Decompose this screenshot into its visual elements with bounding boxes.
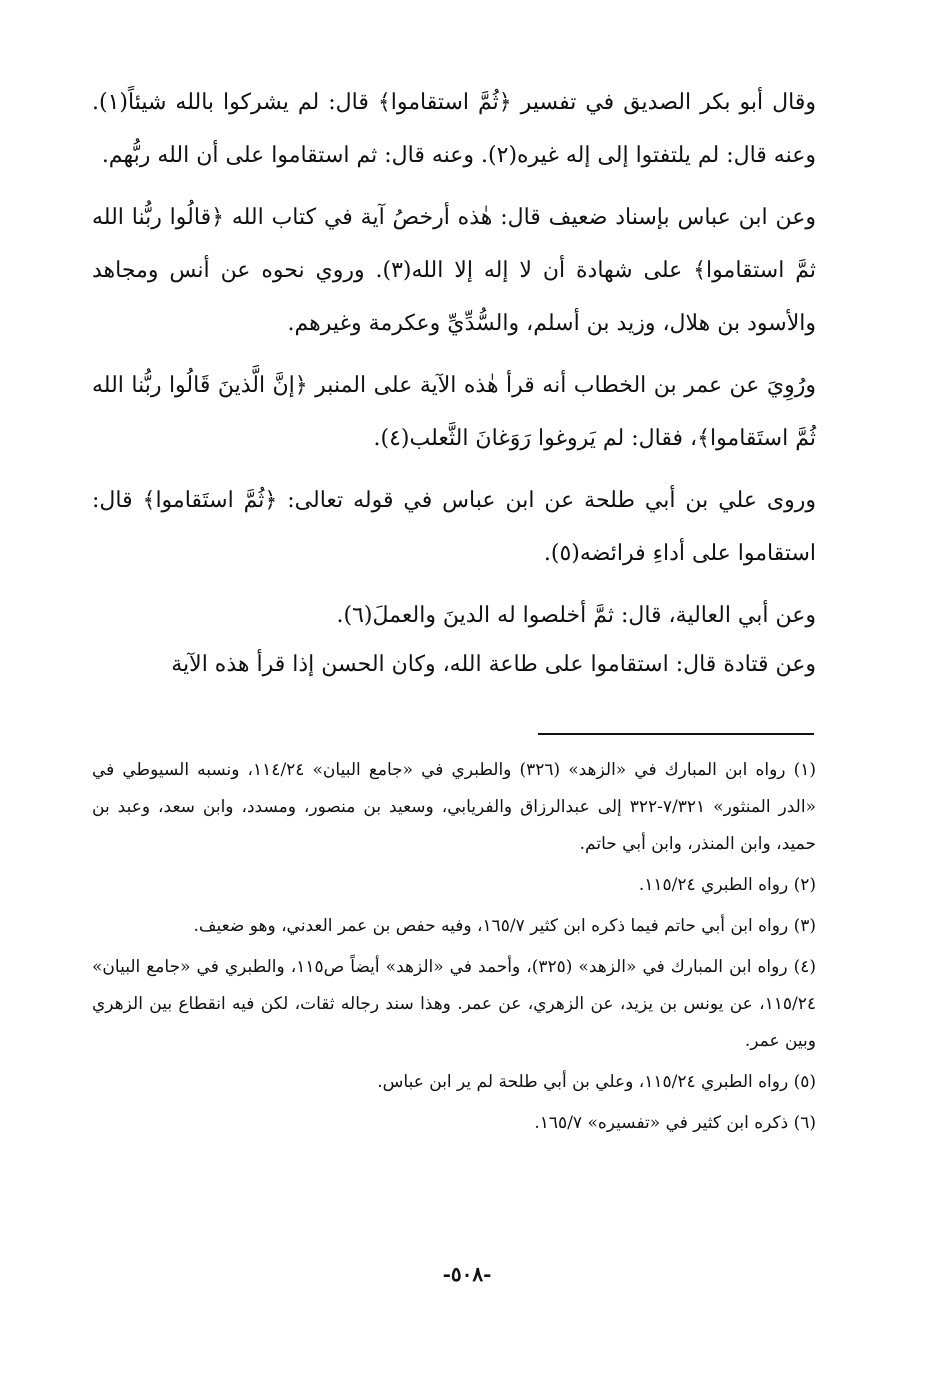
footnotes <box>92 752 816 1142</box>
page-number: -٥٠٨- <box>442 1262 492 1286</box>
paragraph-abu-bakr: وقال أبو بكر الصديق في تفسير ﴿ثُمَّ استقاموا﴾ قال: لم يشركوا بالله شيئاً(١). وعنه قال: لم يلتفتوا إلى إله غيره(٢). وعنه قال: ثم استقاموا على أن الله ربُّهم. <box>92 90 816 168</box>
paragraph-umar: ورُوِيَ عن عمر بن الخطاب أنه قرأ هٰذه الآية على المنبر ﴿إنَّ الَّذينَ قَالُوا ربُّنا الله ثُمَّ استَقاموا﴾، فقال: لم يَروغوا رَوَغانَ الثَّعلب(٤). <box>92 373 816 451</box>
paragraph-qatada: وعن قتادة قال: استقاموا على طاعة الله، وكان الحسن إذا قرأ هذه الآية <box>171 652 816 677</box>
footnote-1: (١) رواه ابن المبارك في «الزهد» (٣٢٦) والطبري في «جامع البيان» ١١٤/٢٤، ونسبه السيوطي في «الدر المنثور» ٧/٣٢١-٣٢٢ إلى عبدالرزاق والفريابي، وسعيد بن منصور، ومسدد، وابن سعد، وعبد بن حميد، وابن المنذر، وابن أبي حاتم. <box>92 760 816 854</box>
footnote-3: (٣) رواه ابن أبي حاتم فيما ذكره ابن كثير ١٦٥/٧، وفيه حفص بن عمر العدني، وهو ضعيف. <box>193 916 816 936</box>
paragraph-ibn-abbas: وعن ابن عباس بإسناد ضعيف قال: هٰذه أرخصُ آية في كتاب الله ﴿قالُوا ربُّنا الله ثمَّ استقاموا﴾ على شهادة أن لا إله إلا الله(٣). وروي نحوه عن أنس ومجاهد والأسود بن هلال، وزيد بن أسلم، والسُّدِّيِّ وعكرمة وغيرهم. <box>92 205 817 336</box>
paragraph-ali-ibn-abi-talha: وروى علي بن أبي طلحة عن ابن عباس في قوله تعالى: ﴿ثُمَّ استَقاموا﴾ قال: استقاموا على أداءِ فرائضه(٥). <box>92 488 816 566</box>
paragraph-abu-al-aliya: وعن أبي العالية، قال: ثمَّ أخلصوا له الدينَ والعملَ(٦). <box>336 603 816 628</box>
footnote-divider <box>538 733 814 735</box>
main-text <box>92 76 816 688</box>
footnote-4: (٤) رواه ابن المبارك في «الزهد» (٣٢٥)، وأحمد في «الزهد» أيضاً ص١١٥، والطبري في «جامع البيان» ١١٥/٢٤، عن يونس بن يزيد، عن الزهري، عن عمر. وهذا سند رجاله ثقات، لكن فيه انقطاع بين الزهري وبين عمر. <box>92 957 816 1051</box>
footnote-5: (٥) رواه الطبري ١١٥/٢٤، وعلي بن أبي طلحة لم ير ابن عباس. <box>377 1072 816 1092</box>
footnote-6: (٦) ذكره ابن كثير في «تفسيره» ١٦٥/٧. <box>534 1113 816 1133</box>
footnote-2: (٢) رواه الطبري ١١٥/٢٤. <box>638 875 816 895</box>
